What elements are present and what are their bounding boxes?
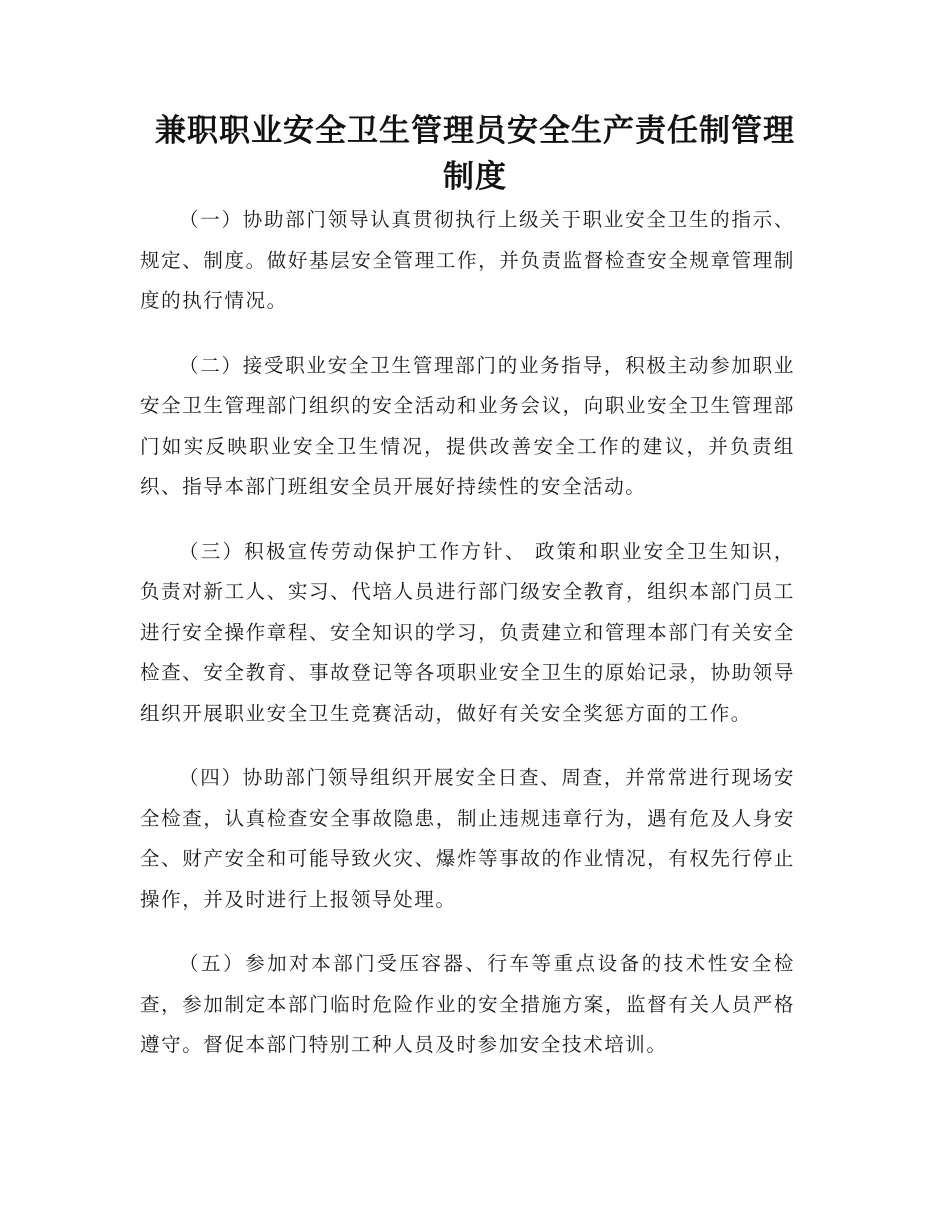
paragraph-2: （二）接受职业安全卫生管理部门的业务指导，积极主动参加职业安全卫生管理部门组织的安全活动和业务会议，向职业安全卫生管理部门如实反映职业安全卫生情况，提供改善安全工作的建议，并负责组织、指导本部门班组安全员开展好持续性的安全活动。 [140, 353, 795, 498]
paragraph-3: （三）积极宣传劳动保护工作方针、 政策和职业安全卫生知识，负责对新工人、实习、代培人员进行部门级安全教育，组织本部门员工进行安全操作章程、安全知识的学习，负责建立和管理本部门有关安全检查、安全教育、事故登记等各项职业安全卫生的原始记录，协助领导组织开展职业安全卫生竞赛活动，做好有关安全奖惩方面的工作。 [140, 539, 795, 725]
paragraph-4: （四）协助部门领导组织开展安全日查、周查，并常常进行现场安全检查，认真检查安全事故隐患，制止违规违章行为，遇有危及人身安全、财产安全和可能导致火灾、爆炸等事故的作业情况，有权先行停止操作，并及时进行上报领导处理。 [140, 766, 795, 911]
paragraph-1: （一）协助部门领导认真贯彻执行上级关于职业安全卫生的指示、规定、制度。做好基层安全管理工作，并负责监督检查安全规章管理制度的执行情况。 [140, 208, 795, 312]
paragraph-5: （五）参加对本部门受压容器、行车等重点设备的技术性安全检查，参加制定本部门临时危险作业的安全措施方案，监督有关人员严格遵守。督促本部门特别工种人员及时参加安全技术培训。 [140, 952, 795, 1056]
document-body [140, 200, 795, 1090]
document-title: 兼职职业安全卫生管理员安全生产责任制管理制度 [155, 113, 795, 195]
